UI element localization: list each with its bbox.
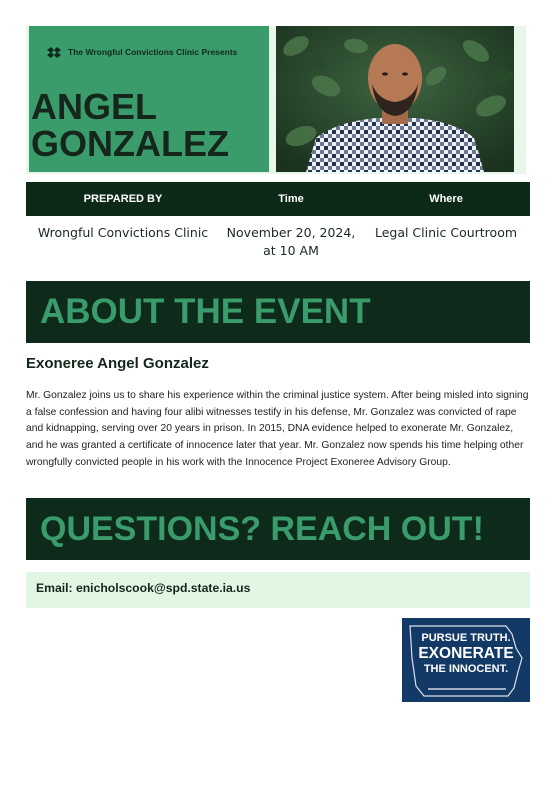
time-value [220,224,362,260]
time-date: November 20, 2024, [226,225,356,240]
about-banner-title: ABOUT THE EVENT [40,292,371,331]
promo-fine-print-mark [428,688,506,690]
speaker-first-name: ANGEL [31,86,157,127]
prepared-by-value: Wrongful Convictions Clinic [37,225,209,240]
contact-email[interactable]: Email: enicholscook@spd.state.ia.us [36,581,251,595]
time-hour: at 10 AM [263,243,319,258]
questions-banner-title: QUESTIONS? REACH OUT! [40,510,484,548]
time-heading: Time [278,193,304,205]
clinic-logo-icon [46,46,62,58]
about-banner [26,281,530,343]
speaker-photo [276,26,514,172]
where-heading: Where [429,193,463,205]
about-description: Mr. Gonzalez joins us to share his experience within the criminal justice system. After being misled into signing a false confession and having four alibi witnesses testify in his defense, Mr. Gonzalez was convicted of rape and kidnapping, serving over 20 years in prison. In 2015, DNA evidence helped to exonerate Mr. Gonzalez, and he was granted a certificate of innocence later that year. Mr. Gonzalez now spends his time helping other wrongfully convicted people in his work with the Innocence Project Exoneree Advisory Group. [26,390,529,468]
presenter-line [46,45,237,59]
questions-banner [26,498,530,560]
promo-line-2: EXONERATE [418,645,514,662]
presenter-text: The Wrongful Convictions Clinic Presents [68,47,238,57]
about-subheading: Exoneree Angel Gonzalez [26,355,209,372]
where-value: Legal Clinic Courtroom [374,225,518,240]
prepared-by-heading: PREPARED BY [83,193,163,205]
promo-line-3: THE INNOCENT. [423,663,509,675]
speaker-last-name: GONZALEZ [31,123,229,164]
exonerate-promo-graphic [402,618,530,702]
promo-line-1: PURSUE TRUTH. [421,632,511,644]
